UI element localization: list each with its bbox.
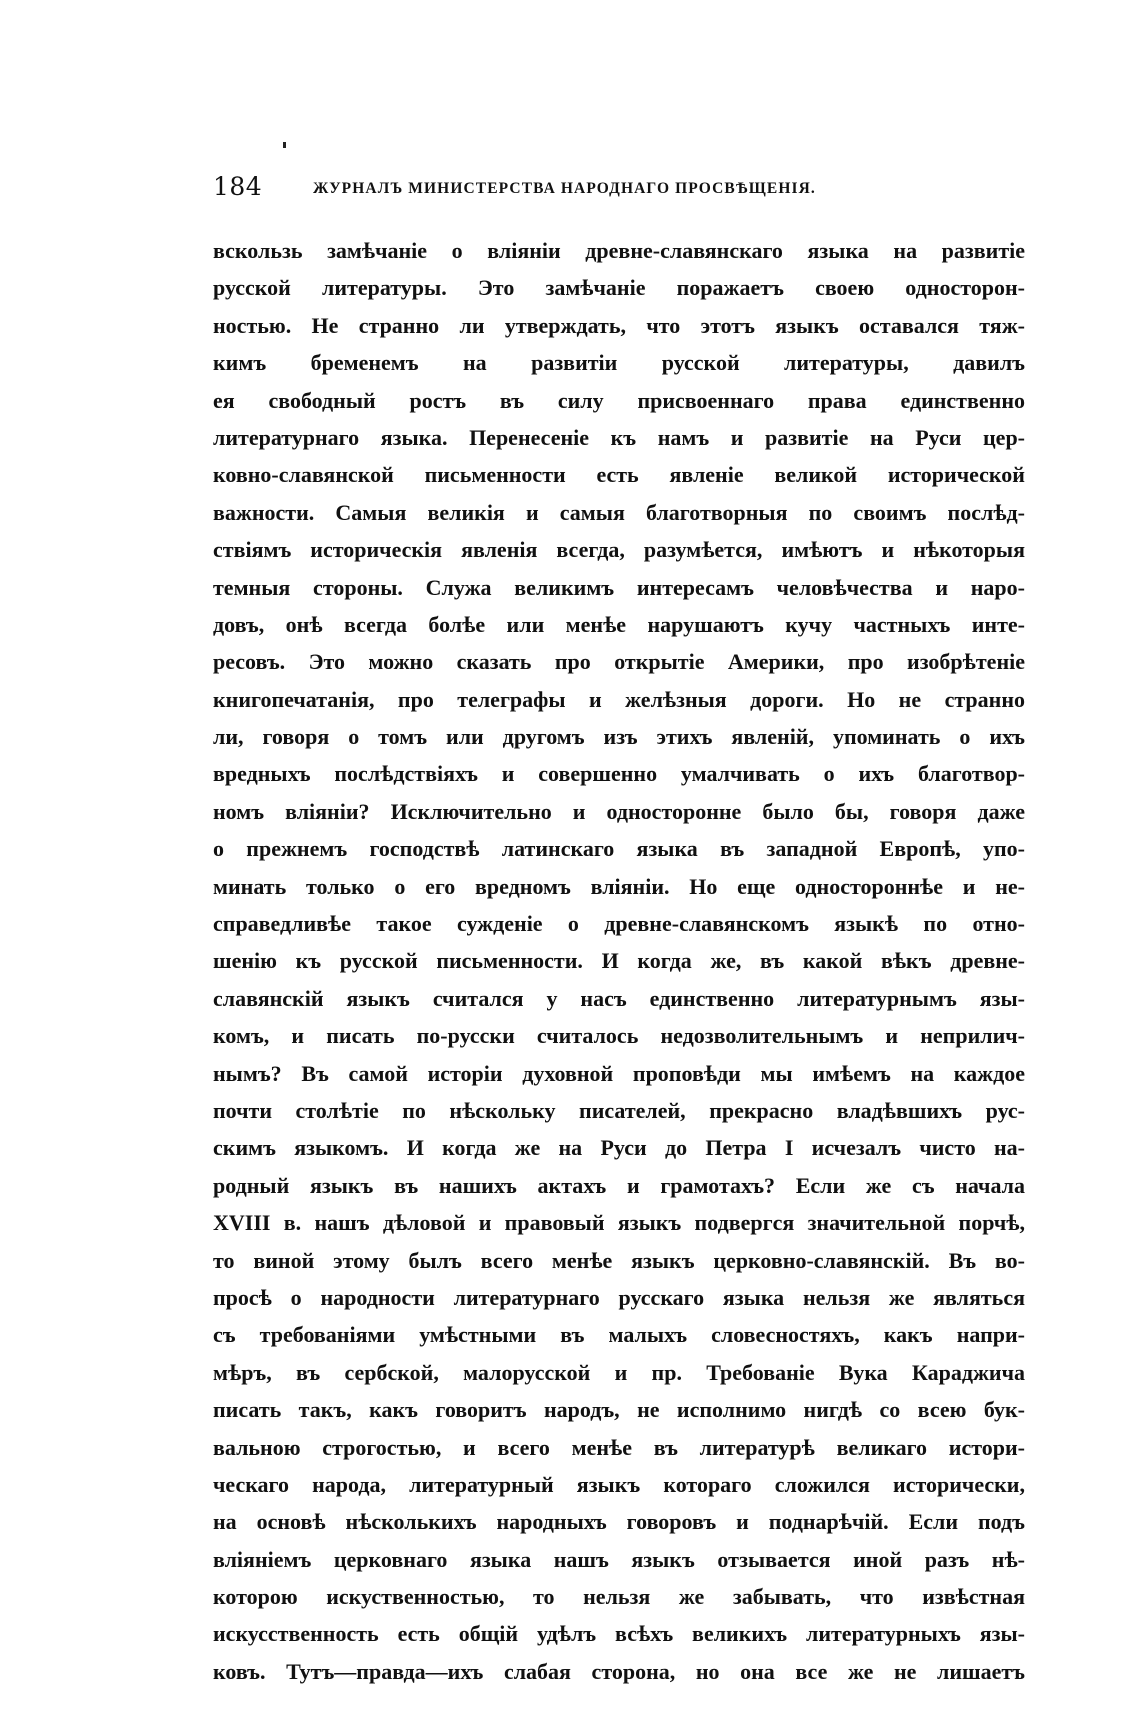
text-line: ли, говоря о томъ или другомъ изъ этихъ явленій, упоминать о ихъ bbox=[213, 724, 1025, 750]
text-line: вліяніемъ церковнаго языка нашъ языкъ отзывается иной разъ нѣ- bbox=[213, 1546, 1025, 1572]
text-line: то виной этому былъ всего менѣе языкъ церковно-славянскій. Въ во- bbox=[213, 1247, 1025, 1273]
body-text bbox=[213, 232, 1025, 1690]
text-line: вальною строгостью, и всего менѣе въ литературѣ великаго истори- bbox=[213, 1434, 1025, 1460]
text-line: минать только о его вредномъ вліяніи. Но еще одностороннѣе и не- bbox=[213, 873, 1025, 899]
text-line: ностью. Не странно ли утверждать, что этотъ языкъ оставался тяж- bbox=[213, 312, 1025, 338]
text-line: почти столѣтіе по нѣскольку писателей, прекрасно владѣвшихъ рус- bbox=[213, 1097, 1025, 1123]
text-line: довъ, онѣ всегда болѣе или менѣе нарушаютъ кучу частныхъ инте- bbox=[213, 611, 1025, 637]
text-line: XVIII в. нашъ дѣловой и правовый языкъ подвергся значительной порчѣ, bbox=[213, 1210, 1025, 1236]
print-speck bbox=[283, 142, 286, 148]
text-line: номъ вліяніи? Исключительно и односторонне было бы, говоря даже bbox=[213, 798, 1025, 824]
text-line: нымъ? Въ самой исторіи духовной проповѣди мы имѣемъ на каждое bbox=[213, 1060, 1025, 1086]
text-line: искусственность есть общій удѣлъ всѣхъ великихъ литературныхъ язы- bbox=[213, 1621, 1025, 1647]
text-line: русской литературы. Это замѣчаніе поражаетъ своею односторон- bbox=[213, 275, 1025, 301]
text-line: книгопечатанія, про телеграфы и желѣзныя дороги. Но не странно bbox=[213, 686, 1025, 712]
text-line: мѣръ, въ сербской, малорусской и пр. Требованіе Вука Караджича bbox=[213, 1359, 1025, 1385]
text-line: ствіямъ историческія явленія всегда, разумѣется, имѣютъ и нѣкоторыя bbox=[213, 537, 1025, 563]
text-line: ческаго народа, литературный языкъ котораго сложился исторически, bbox=[213, 1471, 1025, 1497]
text-line: съ требованіями умѣстными въ малыхъ словесностяхъ, какъ напри- bbox=[213, 1322, 1025, 1348]
text-line: справедливѣе такое сужденіе о древне-славянскомъ языкѣ по отно- bbox=[213, 911, 1025, 937]
text-line: темныя стороны. Служа великимъ интересамъ человѣчества и наро- bbox=[213, 574, 1025, 600]
text-line: важности. Самыя великія и самыя благотворныя по своимъ послѣд- bbox=[213, 499, 1025, 525]
text-line: скимъ языкомъ. И когда же на Руси до Петра I исчезалъ чисто на- bbox=[213, 1135, 1025, 1161]
text-line: ресовъ. Это можно сказать про открытіе Америки, про изобрѣтеніе bbox=[213, 649, 1025, 675]
text-line: кимъ бременемъ на развитіи русской литературы, давилъ bbox=[213, 350, 1025, 376]
text-line: славянскій языкъ считался у насъ единственно литературнымъ язы- bbox=[213, 985, 1025, 1011]
text-line: писать такъ, какъ говоритъ народъ, не исполнимо нигдѣ со всею бук- bbox=[213, 1397, 1025, 1423]
text-line: которою искуственностью, то нельзя же забывать, что извѣстная bbox=[213, 1584, 1025, 1610]
running-title: ЖУРНАЛЪ МИНИСТЕРСТВА НАРОДНАГО ПРОСВѢЩЕНІЯ. bbox=[313, 180, 816, 197]
text-line: комъ, и писать по-русски считалось недозволительнымъ и неприлич- bbox=[213, 1023, 1025, 1049]
text-line: родный языкъ въ нашихъ актахъ и грамотахъ? Если же съ начала bbox=[213, 1172, 1025, 1198]
text-line: о прежнемъ господствѣ латинскаго языка въ западной Европѣ, упо- bbox=[213, 836, 1025, 862]
text-line: на основѣ нѣсколькихъ народныхъ говоровъ и поднарѣчій. Если подъ bbox=[213, 1509, 1025, 1535]
text-line: ковно-славянской письменности есть явленіе великой исторической bbox=[213, 462, 1025, 488]
text-line: литературнаго языка. Перенесеніе къ намъ и развитіе на Руси цер- bbox=[213, 424, 1025, 450]
text-line: ея свободный ростъ въ силу присвоеннаго права единственно bbox=[213, 387, 1025, 413]
text-line: вскользь замѣчаніе о вліяніи древне-славянскаго языка на развитіе bbox=[213, 238, 1025, 263]
text-line: ковъ. Тутъ—правда—ихъ слабая сторона, но она все же не лишаетъ bbox=[213, 1658, 1025, 1684]
page-header bbox=[213, 170, 1023, 210]
page-number: 184 bbox=[213, 172, 263, 201]
text-line: просѣ о народности литературнаго русскаго языка нельзя же являться bbox=[213, 1284, 1025, 1310]
text-line: вредныхъ послѣдствіяхъ и совершенно умалчивать о ихъ благотвор- bbox=[213, 761, 1025, 787]
text-line: шенію къ русской письменности. И когда же, въ какой вѣкъ древне- bbox=[213, 948, 1025, 974]
